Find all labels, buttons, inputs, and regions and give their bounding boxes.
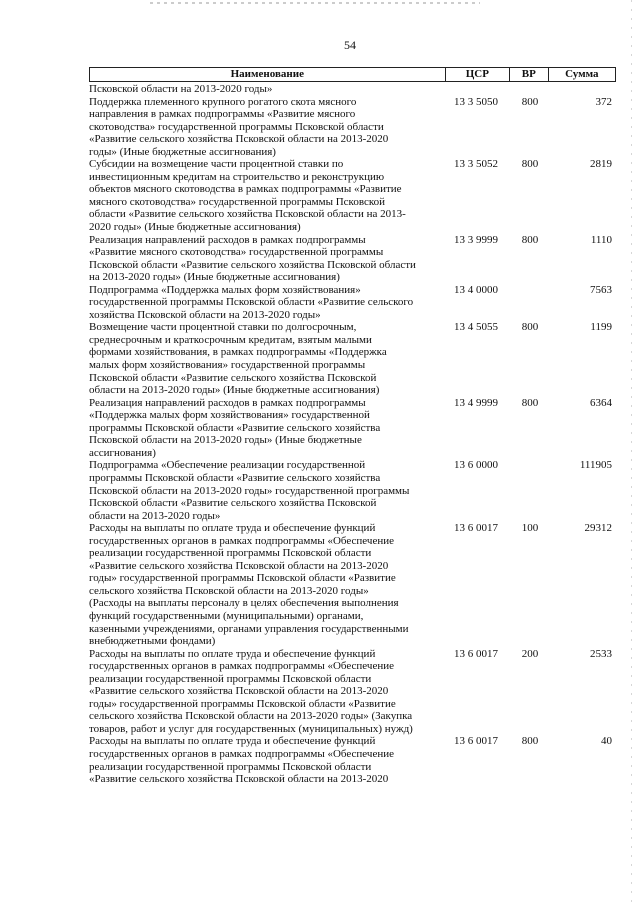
table-row [89, 158, 616, 233]
row-sum: 29312 [584, 522, 612, 535]
row-sum: 7563 [590, 283, 612, 296]
row-csr: 13 3 5052 [454, 158, 498, 171]
table-row [89, 522, 616, 647]
row-csr: 13 4 0000 [454, 283, 498, 296]
header-vr: ВР [509, 68, 548, 81]
row-csr: 13 3 9999 [454, 233, 498, 246]
row-vr: 200 [521, 647, 539, 660]
row-name: Реализация направлений расходов в рамках подпрограммы «Развитие мясного скотоводства» государственной программы Псковской области «Развитие сельского хозяйства Псковской области на 2013-2020 годы» (Иные бюджетные ассигнования) [89, 233, 416, 284]
row-vr [511, 284, 549, 322]
row-sum [549, 83, 616, 96]
row-csr [447, 83, 511, 96]
table-row [89, 83, 616, 96]
budget-table [89, 67, 616, 786]
scan-artifact-right [631, 0, 632, 905]
row-vr: 800 [521, 396, 539, 409]
table-row [89, 735, 616, 785]
table-header [89, 67, 616, 82]
table-row [89, 96, 616, 159]
row-csr: 13 6 0000 [454, 459, 498, 472]
row-vr: 100 [521, 522, 539, 535]
row-sum: 111905 [579, 459, 612, 472]
row-name: Расходы на выплаты по оплате труда и обеспечение функций государственных органов в рамках подпрограммы «Обеспечение реализации государственной программы Псковской области «Развитие сельского хозяйства Псковской области на 2013-2020 годы» государственной программы Псковской области «Развитие сельского хозяйства Псковской области на 2013-2020 годы» (Расходы на выплаты персоналу в целях обеспечения выполнения функций государственными (муниципальными) органами, казенными учреждениями, органами управления государственными внебюджетными фондами) [89, 522, 409, 648]
table-row [89, 397, 616, 460]
row-csr: 13 4 9999 [454, 396, 498, 409]
page-number: 54 [344, 38, 356, 52]
row-sum: 1110 [590, 233, 612, 246]
row-sum: 40 [601, 735, 612, 748]
header-sum: Сумма [548, 68, 615, 81]
table-row [89, 284, 616, 322]
row-name: Поддержка племенного крупного рогатого скота мясного направления в рамках подпрограммы «Развитие мясного скотоводства» государственной программы Псковской области «Развитие сельского хозяйства Псковской области на 2013-2020 годы» (Иные бюджетные ассигнования) [89, 95, 389, 158]
row-csr: 13 4 5055 [454, 321, 498, 334]
row-sum: 2533 [590, 647, 612, 660]
table-row [89, 321, 616, 396]
row-vr: 800 [521, 95, 539, 108]
row-sum: 372 [595, 95, 612, 108]
row-vr: 800 [521, 158, 539, 171]
row-vr: 800 [521, 233, 539, 246]
row-csr: 13 6 0017 [454, 647, 498, 660]
row-vr: 800 [521, 735, 539, 748]
row-name: Реализация направлений расходов в рамках подпрограммы «Поддержка малых форм хозяйствования» государственной программы Псковской области «Развитие сельского хозяйства Псковской области на 2013-2020 годы» (Иные бюджетные ассигнования) [89, 396, 381, 459]
row-name: Псковской области на 2013-2020 годы» [89, 83, 273, 95]
row-name: Субсидии на возмещение части процентной ставки по инвестиционным кредитам на строительство и реконструкцию объектов мясного скотоводства в рамках подпрограммы «Развитие мясного скотоводства» государственной программы Псковской области «Развитие сельского хозяйства Псковской области на 2013- 2020 годы» (Иные бюджетные ассигнования) [89, 158, 406, 234]
row-vr [511, 83, 549, 96]
row-sum: 2819 [590, 158, 612, 171]
table-row [89, 648, 616, 736]
scan-artifact-top [150, 2, 480, 4]
row-name: Подпрограмма «Обеспечение реализации государственной программы Псковской области «Развитие сельского хозяйства Псковской области на 2013-2020 годы» государственной программы Псковской области «Развитие сельского хозяйства Псковской области на 2013-2020 годы» [89, 459, 410, 522]
table-row [89, 459, 616, 522]
row-csr: 13 6 0017 [454, 735, 498, 748]
row-sum: 6364 [590, 396, 612, 409]
row-vr [511, 459, 549, 522]
header-name: Наименование [230, 68, 304, 80]
header-csr: ЦСР [445, 68, 509, 81]
row-name: Подпрограмма «Поддержка малых форм хозяйствования» государственной программы Псковской области «Развитие сельского хозяйства Псковской области на 2013-2020 годы» [89, 283, 414, 321]
table-row [89, 234, 616, 284]
row-name: Расходы на выплаты по оплате труда и обеспечение функций государственных органов в рамках подпрограммы «Обеспечение реализации государственной программы Псковской области «Развитие сельского хозяйства Псковской области на 2013-2020 [89, 735, 394, 786]
row-name: Расходы на выплаты по оплате труда и обеспечение функций государственных органов в рамках подпрограммы «Обеспечение реализации государственной программы Псковской области «Развитие сельского хозяйства Псковской области на 2013-2020 годы» государственной программы Псковской области «Развитие сельского хозяйства Псковской области на 2013-2020 годы» (Закупка товаров, работ и услуг для государственных (муниципальных) нужд) [89, 647, 413, 735]
row-csr: 13 3 5050 [454, 95, 498, 108]
row-sum: 1199 [590, 321, 612, 334]
row-csr: 13 6 0017 [454, 522, 498, 535]
row-vr: 800 [521, 321, 539, 334]
row-name: Возмещение части процентной ставки по долгосрочным, среднесрочным и краткосрочным кредитам, взятым малыми формами хозяйствования, в рамках подпрограммы «Поддержка малых форм хозяйствования» государственной программы Псковской области «Развитие сельского хозяйства Псковской области на 2013-2020 годы» (Иные бюджетные ассигнования) [89, 321, 387, 397]
